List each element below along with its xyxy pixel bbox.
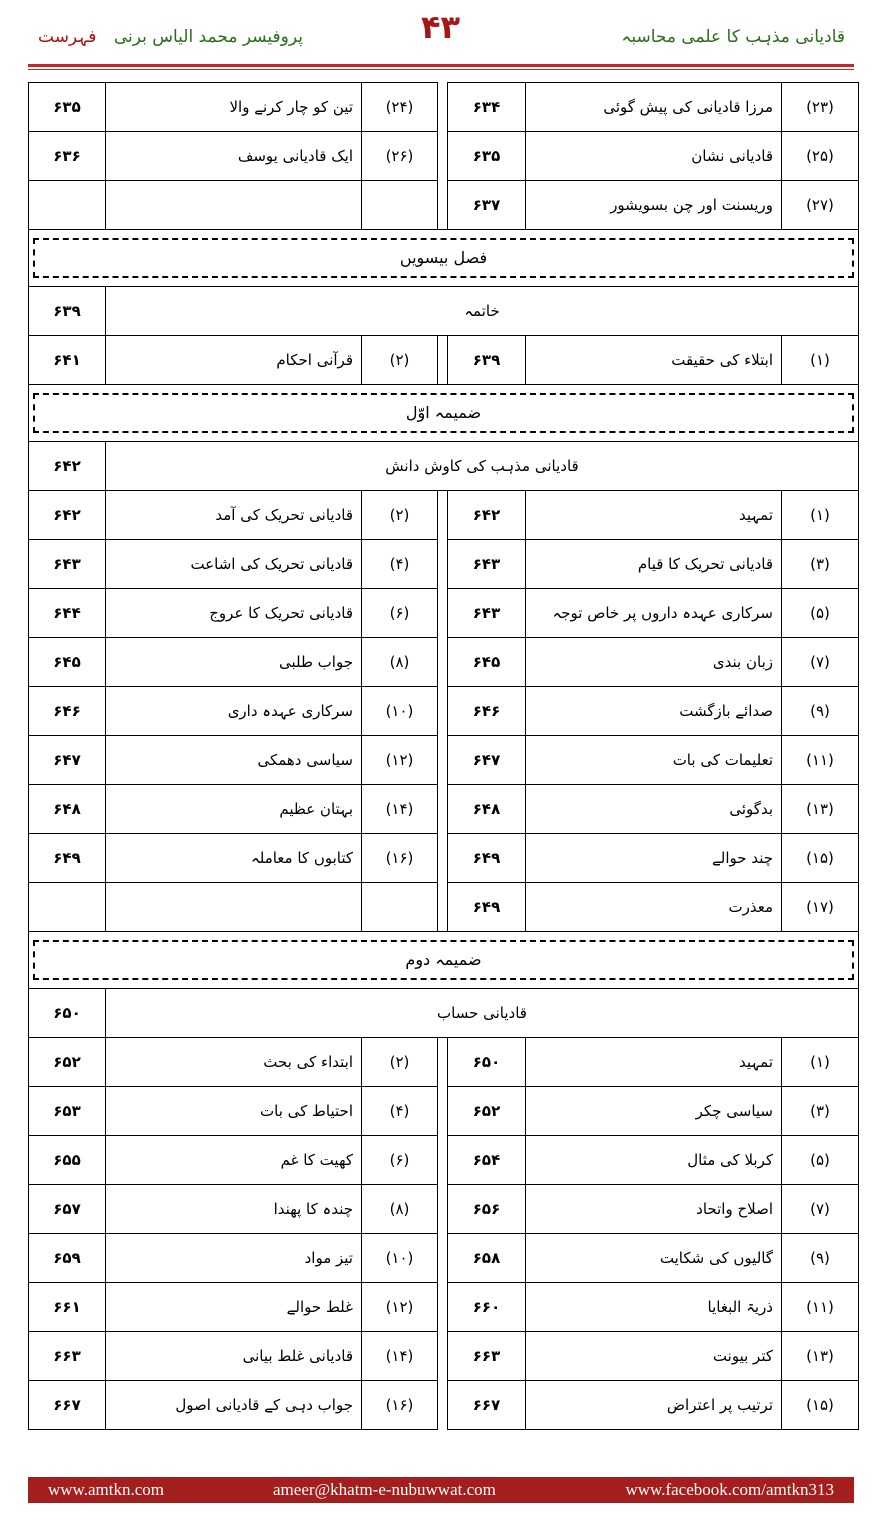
entry-title: قرآنی احکام (106, 336, 362, 385)
entry-number: (۱۰) (362, 687, 438, 736)
entry-page: ۶۶۰ (448, 1283, 526, 1332)
toc-row (29, 540, 859, 589)
entry-title: معذرت (526, 883, 782, 932)
entry-page: ۶۴۲ (448, 491, 526, 540)
entry-page: ۶۵۶ (448, 1185, 526, 1234)
column-gap (438, 785, 448, 834)
entry-page: ۶۴۷ (448, 736, 526, 785)
entry-page: ۶۴۴ (29, 589, 106, 638)
header-rule (28, 64, 854, 67)
toc-row (29, 181, 859, 230)
chapter-row (29, 989, 859, 1038)
entry-number: (۱۱) (782, 1283, 859, 1332)
toc-row (29, 132, 859, 181)
entry-number: (۲۴) (362, 83, 438, 132)
entry-page: ۶۳۶ (29, 132, 106, 181)
entry-title: جواب طلبی (106, 638, 362, 687)
entry-number: (۹) (782, 687, 859, 736)
entry-page: ۶۵۲ (29, 1038, 106, 1087)
entry-title: قادیانی تحریک کا عروج (106, 589, 362, 638)
entry-number: (۱۴) (362, 1332, 438, 1381)
column-gap (438, 1381, 448, 1430)
column-gap (438, 1136, 448, 1185)
toc-row (29, 1136, 859, 1185)
toc-row (29, 1087, 859, 1136)
entry-page: ۶۳۹ (448, 336, 526, 385)
column-gap (438, 834, 448, 883)
column-gap (438, 1185, 448, 1234)
toc-row (29, 687, 859, 736)
entry-title: چند حوالے (526, 834, 782, 883)
entry-title: کتر بیونت (526, 1332, 782, 1381)
toc-table (28, 82, 859, 1430)
entry-number: (۷) (782, 638, 859, 687)
entry-page: ۶۴۹ (448, 883, 526, 932)
entry-title: سیاسی چکر (526, 1087, 782, 1136)
entry-title: سیاسی دھمکی (106, 736, 362, 785)
column-gap (438, 491, 448, 540)
entry-number: (۱۵) (782, 834, 859, 883)
entry-page: ۶۴۳ (29, 540, 106, 589)
footer-facebook[interactable]: www.facebook.com/amtkn313 (625, 1480, 834, 1499)
entry-number: (۱) (782, 1038, 859, 1087)
entry-number: (۲۳) (782, 83, 859, 132)
entry-title: غلط حوالے (106, 1283, 362, 1332)
entry-page: ۶۵۰ (448, 1038, 526, 1087)
entry-page: ۶۳۷ (448, 181, 526, 230)
section-row (29, 932, 859, 989)
entry-number: (۸) (362, 638, 438, 687)
toc-row (29, 1332, 859, 1381)
column-gap (438, 132, 448, 181)
entry-title: تیز مواد (106, 1234, 362, 1283)
entry-page: ۶۳۵ (29, 83, 106, 132)
footer-email[interactable]: ameer@khatm-e-nubuwwat.com (273, 1480, 496, 1499)
entry-number: (۱۳) (782, 1332, 859, 1381)
column-gap (438, 736, 448, 785)
entry-number: (۱) (782, 491, 859, 540)
column-gap (438, 540, 448, 589)
entry-number: (۴) (362, 1087, 438, 1136)
toc-row (29, 1234, 859, 1283)
entry-title (106, 883, 362, 932)
entry-page: ۶۵۴ (448, 1136, 526, 1185)
toc-label: فہرست (38, 27, 97, 47)
entry-title: اصلاح واتحاد (526, 1185, 782, 1234)
entry-title: کربلا کی مثال (526, 1136, 782, 1185)
page-header (0, 0, 881, 72)
entry-title: سرکاری عہدہ داری (106, 687, 362, 736)
entry-number: (۲) (362, 1038, 438, 1087)
chapter-title: قادیانی حساب (106, 989, 859, 1038)
column-gap (438, 336, 448, 385)
toc-row (29, 883, 859, 932)
entry-page: ۶۶۱ (29, 1283, 106, 1332)
entry-page: ۶۴۵ (29, 638, 106, 687)
section-row (29, 230, 859, 287)
entry-page (29, 181, 106, 230)
entry-number: (۹) (782, 1234, 859, 1283)
entry-page: ۶۵۲ (448, 1087, 526, 1136)
entry-title: احتیاط کی بات (106, 1087, 362, 1136)
entry-title: زبان بندی (526, 638, 782, 687)
book-title: قادیانی مذہب کا علمی محاسبہ (621, 27, 845, 47)
chapter-title: قادیانی مذہب کی کاوش دانش (106, 442, 859, 491)
toc-row (29, 1038, 859, 1087)
entry-number (362, 181, 438, 230)
page-number: ۴۳ (420, 8, 461, 46)
toc-row (29, 83, 859, 132)
entry-title: ابتلاء کی حقیقت (526, 336, 782, 385)
header-rule-thin (28, 69, 854, 70)
entry-page: ۶۴۱ (29, 336, 106, 385)
column-gap (438, 883, 448, 932)
entry-title: ابتداء کی بحث (106, 1038, 362, 1087)
entry-number: (۱۶) (362, 1381, 438, 1430)
toc-row (29, 1185, 859, 1234)
entry-number: (۱۱) (782, 736, 859, 785)
section-cell (29, 385, 859, 442)
entry-page: ۶۴۸ (448, 785, 526, 834)
entry-title: چندہ کا پھندا (106, 1185, 362, 1234)
entry-title: قادیانی نشان (526, 132, 782, 181)
entry-page: ۶۶۷ (29, 1381, 106, 1430)
section-heading: ضمیمہ اوّل (33, 393, 854, 433)
chapter-row (29, 287, 859, 336)
entry-number: (۴) (362, 540, 438, 589)
entry-page: ۶۴۶ (448, 687, 526, 736)
entry-page: ۶۵۸ (448, 1234, 526, 1283)
entry-number: (۱۲) (362, 1283, 438, 1332)
toc-row (29, 638, 859, 687)
entry-title: بہتان عظیم (106, 785, 362, 834)
entry-number: (۱۴) (362, 785, 438, 834)
toc-row (29, 336, 859, 385)
entry-title: کتابوں کا معاملہ (106, 834, 362, 883)
column-gap (438, 1283, 448, 1332)
entry-number: (۲۶) (362, 132, 438, 181)
chapter-title: خاتمہ (106, 287, 859, 336)
entry-page: ۶۴۹ (29, 834, 106, 883)
entry-page: ۶۵۵ (29, 1136, 106, 1185)
entry-page: ۶۶۳ (448, 1332, 526, 1381)
entry-page: ۶۶۷ (448, 1381, 526, 1430)
section-heading: ضمیمہ دوم (33, 940, 854, 980)
column-gap (438, 1332, 448, 1381)
chapter-page: ۶۴۲ (29, 442, 106, 491)
entry-page: ۶۵۹ (29, 1234, 106, 1283)
entry-title: مرزا قادیانی کی پیش گوئی (526, 83, 782, 132)
toc-row (29, 736, 859, 785)
entry-number: (۱۷) (782, 883, 859, 932)
entry-page: ۶۵۳ (29, 1087, 106, 1136)
entry-page: ۶۴۸ (29, 785, 106, 834)
entry-number: (۲) (362, 336, 438, 385)
entry-number: (۲۷) (782, 181, 859, 230)
entry-page: ۶۴۹ (448, 834, 526, 883)
entry-page (29, 883, 106, 932)
entry-title: بدگوئی (526, 785, 782, 834)
entry-number: (۲۵) (782, 132, 859, 181)
entry-number: (۱۲) (362, 736, 438, 785)
entry-number: (۸) (362, 1185, 438, 1234)
entry-title: ذریۃ البغایا (526, 1283, 782, 1332)
column-gap (438, 589, 448, 638)
entry-page: ۶۳۴ (448, 83, 526, 132)
column-gap (438, 1087, 448, 1136)
entry-title: تمہید (526, 1038, 782, 1087)
toc-row (29, 785, 859, 834)
column-gap (438, 1038, 448, 1087)
entry-number: (۵) (782, 1136, 859, 1185)
entry-title: گالیوں کی شکایت (526, 1234, 782, 1283)
column-gap (438, 181, 448, 230)
footer-website[interactable]: www.amtkn.com (48, 1480, 164, 1499)
entry-title: صدائے بازگشت (526, 687, 782, 736)
column-gap (438, 83, 448, 132)
toc-row (29, 491, 859, 540)
entry-page: ۶۴۳ (448, 589, 526, 638)
toc-row (29, 1381, 859, 1430)
entry-number: (۳) (782, 540, 859, 589)
entry-number: (۱۶) (362, 834, 438, 883)
section-cell (29, 932, 859, 989)
entry-page: ۶۴۶ (29, 687, 106, 736)
entry-title: قادیانی تحریک کا قیام (526, 540, 782, 589)
entry-title: سرکاری عہدہ داروں پر خاص توجہ (526, 589, 782, 638)
section-heading: فصل بیسویں (33, 238, 854, 278)
entry-number: (۱۰) (362, 1234, 438, 1283)
entry-number: (۱) (782, 336, 859, 385)
section-row (29, 385, 859, 442)
entry-title: قادیانی تحریک کی اشاعت (106, 540, 362, 589)
column-gap (438, 1234, 448, 1283)
entry-page: ۶۶۳ (29, 1332, 106, 1381)
section-cell (29, 230, 859, 287)
entry-number: (۷) (782, 1185, 859, 1234)
chapter-row (29, 442, 859, 491)
entry-number (362, 883, 438, 932)
entry-number: (۱۵) (782, 1381, 859, 1430)
chapter-page: ۶۵۰ (29, 989, 106, 1038)
entry-title: ایک قادیانی یوسف (106, 132, 362, 181)
entry-number: (۶) (362, 1136, 438, 1185)
column-gap (438, 687, 448, 736)
entry-title (106, 181, 362, 230)
entry-number: (۵) (782, 589, 859, 638)
entry-number: (۳) (782, 1087, 859, 1136)
entry-title: جواب دہی کے قادیانی اصول (106, 1381, 362, 1430)
column-gap (438, 638, 448, 687)
entry-title: قادیانی غلط بیانی (106, 1332, 362, 1381)
entry-page: ۶۴۳ (448, 540, 526, 589)
entry-number: (۱۳) (782, 785, 859, 834)
entry-title: وریسنت اور چن بسویشور (526, 181, 782, 230)
chapter-page: ۶۳۹ (29, 287, 106, 336)
toc-row (29, 1283, 859, 1332)
entry-page: ۶۳۵ (448, 132, 526, 181)
footer-bar (28, 1477, 854, 1503)
entry-number: (۶) (362, 589, 438, 638)
entry-title: تین کو چار کرنے والا (106, 83, 362, 132)
entry-title: تمہید (526, 491, 782, 540)
entry-title: کھیت کا غم (106, 1136, 362, 1185)
toc-row (29, 834, 859, 883)
entry-number: (۲) (362, 491, 438, 540)
entry-page: ۶۴۵ (448, 638, 526, 687)
entry-title: تعلیمات کی بات (526, 736, 782, 785)
entry-page: ۶۴۷ (29, 736, 106, 785)
entry-title: قادیانی تحریک کی آمد (106, 491, 362, 540)
author-name: پروفیسر محمد الیاس برنی (113, 27, 303, 47)
toc-row (29, 589, 859, 638)
entry-title: ترتیب پر اعتراض (526, 1381, 782, 1430)
entry-page: ۶۴۲ (29, 491, 106, 540)
entry-page: ۶۵۷ (29, 1185, 106, 1234)
